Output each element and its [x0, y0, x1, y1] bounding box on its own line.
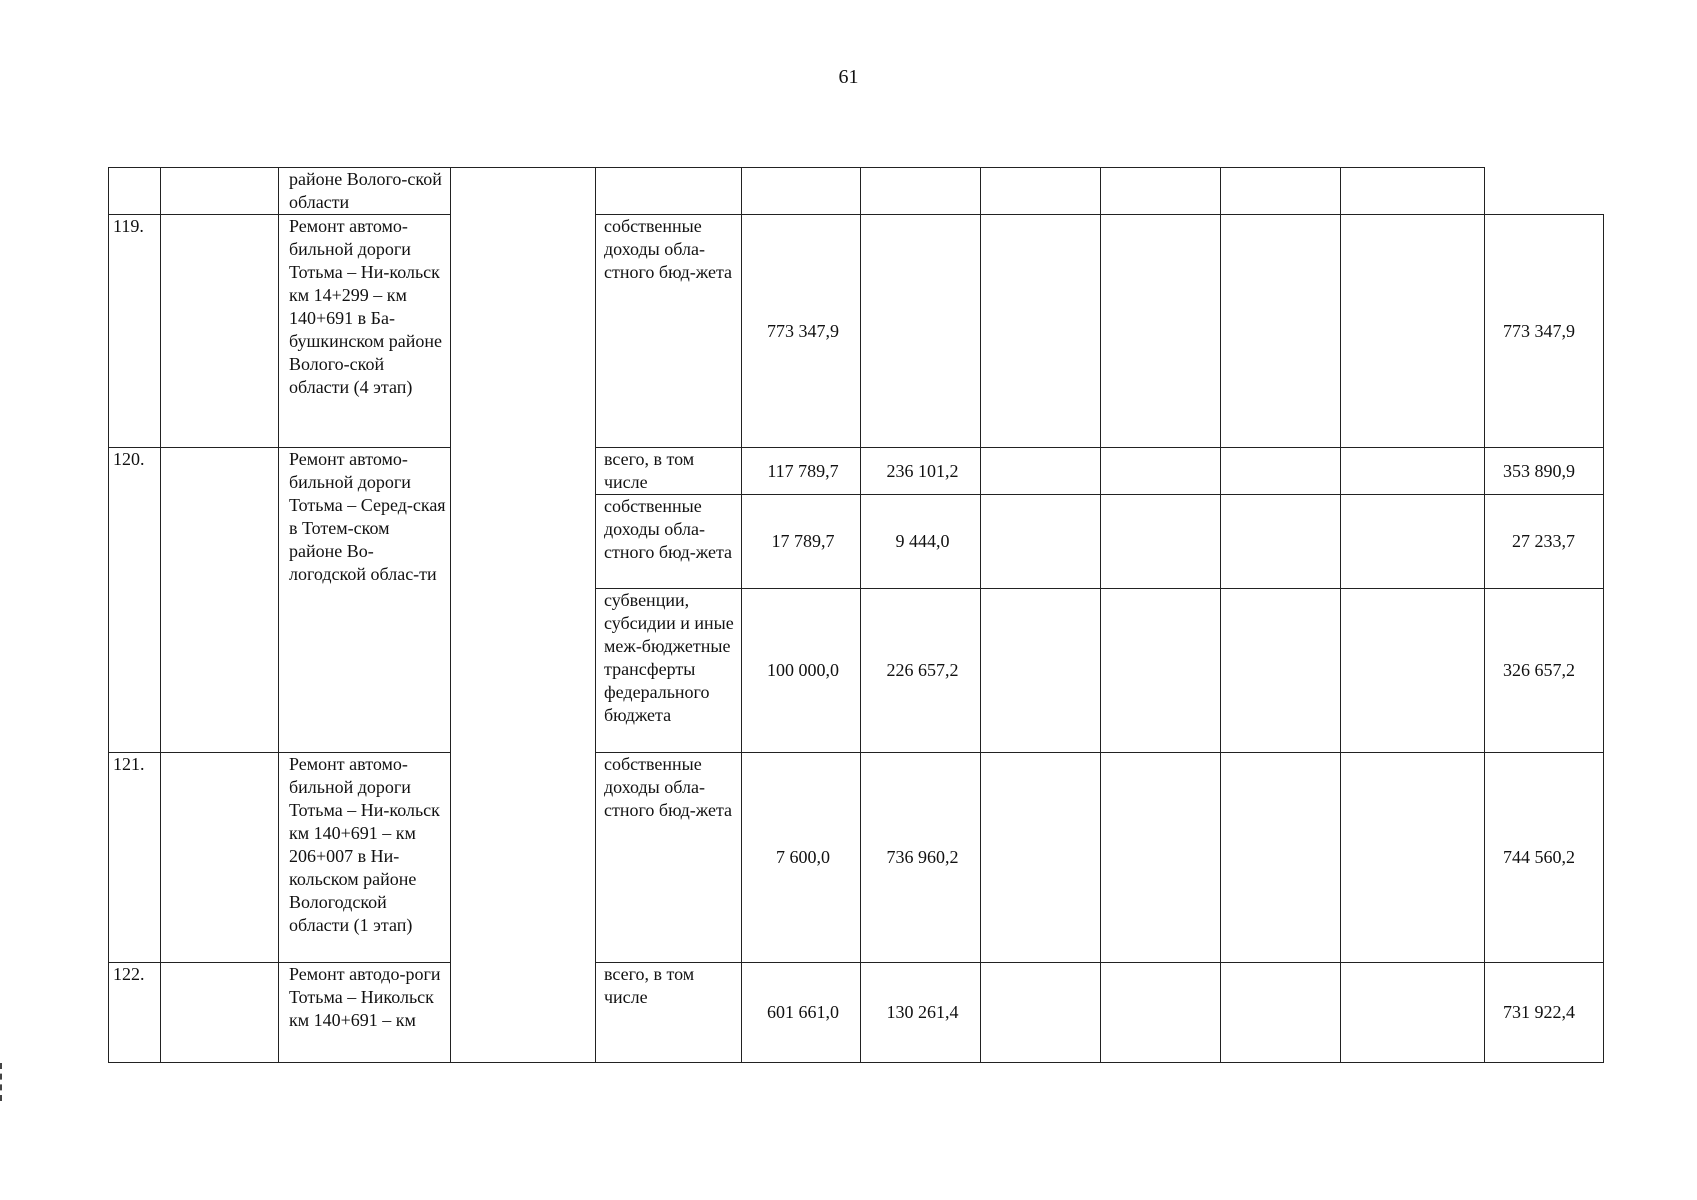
table-row	[109, 168, 1604, 215]
table-row	[109, 963, 1604, 1063]
cell-value: 736 960,2	[861, 753, 981, 963]
cell-total: 353 890,9	[1485, 448, 1604, 495]
cell-value	[1221, 963, 1341, 1063]
cell-value	[981, 448, 1101, 495]
cell-value	[1101, 448, 1221, 495]
cell-value	[1341, 448, 1485, 495]
cell-total	[1341, 168, 1485, 215]
cell-merged-empty	[451, 168, 596, 1063]
cell-value	[1341, 963, 1485, 1063]
cell-value: 226 657,2	[861, 589, 981, 753]
cell-empty	[161, 448, 279, 753]
cell-value: 9 444,0	[861, 495, 981, 589]
cell-source: субвенции, субсидии и иные меж-бюджетные трансферты федерального бюджета	[596, 589, 742, 753]
table-row	[109, 215, 1604, 448]
cell-source: собственные доходы обла-стного бюд-жета	[596, 495, 742, 589]
cell-name: Ремонт автомо-бильной дороги Тотьма – Серед-ская в Тотем-ском районе Во-логодской облас-ти	[279, 448, 451, 753]
cell-empty	[161, 215, 279, 448]
cell-index: 120.	[109, 448, 161, 753]
cell-total: 731 922,4	[1485, 963, 1604, 1063]
table-row	[109, 448, 1604, 495]
cell-source: собственные доходы обла-стного бюд-жета	[596, 215, 742, 448]
cell-value	[1101, 589, 1221, 753]
cell-value	[1341, 589, 1485, 753]
cell-name: Ремонт автомо-бильной дороги Тотьма – Ни-кольск км 14+299 – км 140+691 в Ба-бушкинском районе Волого-ской области (4 этап)	[279, 215, 451, 448]
cell-name: районе Волого-ской области	[279, 168, 451, 215]
cell-name: Ремонт автодо-роги Тотьма – Никольск км 140+691 – км	[279, 963, 451, 1063]
cell-value	[981, 753, 1101, 963]
cell-source: всего, в том числе	[596, 963, 742, 1063]
cell-value	[1221, 215, 1341, 448]
cell-total: 326 657,2	[1485, 589, 1604, 753]
cell-value	[861, 215, 981, 448]
cell-value	[981, 168, 1101, 215]
cell-total: 773 347,9	[1485, 215, 1604, 448]
cell-value: 100 000,0	[742, 589, 861, 753]
cell-value	[1101, 495, 1221, 589]
cell-source: собственные доходы обла-стного бюд-жета	[596, 753, 742, 963]
scan-edge-mark	[0, 1063, 5, 1101]
table-row	[109, 753, 1604, 963]
cell-value: 17 789,7	[742, 495, 861, 589]
cell-value	[1101, 963, 1221, 1063]
cell-value	[861, 168, 981, 215]
cell-value: 773 347,9	[742, 215, 861, 448]
cell-value	[1221, 495, 1341, 589]
page-number: 61	[838, 66, 859, 88]
cell-value: 236 101,2	[861, 448, 981, 495]
cell-value	[981, 589, 1101, 753]
cell-value	[1101, 215, 1221, 448]
cell-value	[981, 963, 1101, 1063]
cell-value: 130 261,4	[861, 963, 981, 1063]
cell-value	[742, 168, 861, 215]
cell-value	[981, 495, 1101, 589]
cell-value	[1101, 753, 1221, 963]
cell-value	[1221, 168, 1341, 215]
cell-value	[1341, 753, 1485, 963]
cell-index: 119.	[109, 215, 161, 448]
cell-index	[109, 168, 161, 215]
cell-index: 121.	[109, 753, 161, 963]
cell-value: 117 789,7	[742, 448, 861, 495]
cell-empty	[161, 963, 279, 1063]
cell-name: Ремонт автомо-бильной дороги Тотьма – Ни-кольск км 140+691 – км 206+007 в Ни-кольском районе Вологодской области (1 этап)	[279, 753, 451, 963]
cell-empty	[161, 168, 279, 215]
cell-value	[1101, 168, 1221, 215]
cell-value	[1221, 448, 1341, 495]
cell-total: 744 560,2	[1485, 753, 1604, 963]
cell-value	[1221, 753, 1341, 963]
cell-value	[1221, 589, 1341, 753]
budget-table	[108, 167, 1604, 1063]
cell-value	[981, 215, 1101, 448]
cell-empty	[161, 753, 279, 963]
cell-value	[1341, 495, 1485, 589]
cell-value: 601 661,0	[742, 963, 861, 1063]
cell-value	[1341, 215, 1485, 448]
cell-total: 27 233,7	[1485, 495, 1604, 589]
cell-source: всего, в том числе	[596, 448, 742, 495]
cell-index: 122.	[109, 963, 161, 1063]
cell-value: 7 600,0	[742, 753, 861, 963]
cell-source	[596, 168, 742, 215]
